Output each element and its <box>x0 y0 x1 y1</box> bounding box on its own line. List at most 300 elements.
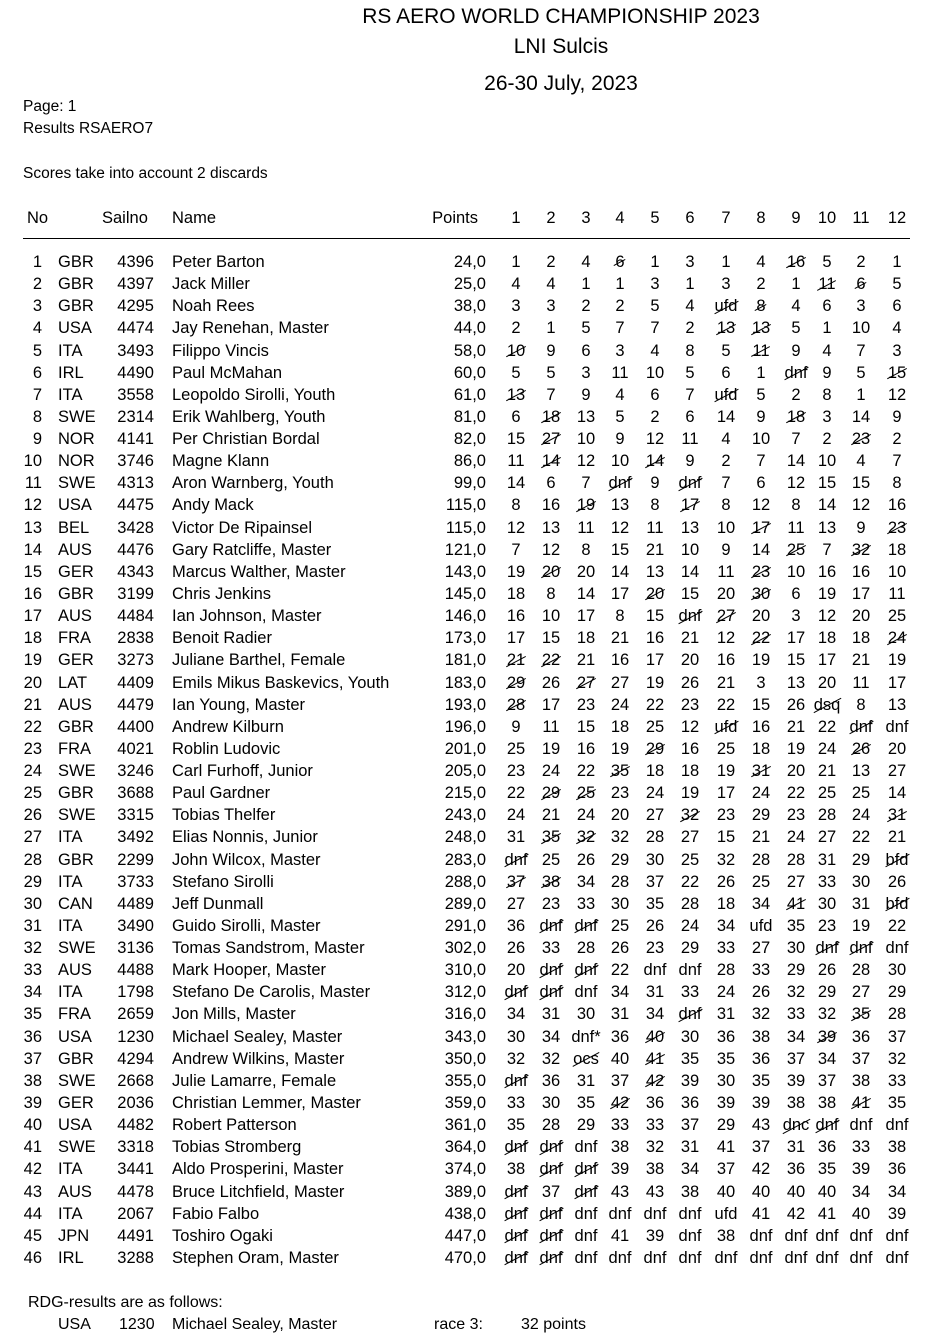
race-score: 16 <box>887 496 907 515</box>
discarded-score: 6 <box>856 275 866 294</box>
rdg-name: Michael Sealey, Master <box>172 1316 338 1333</box>
race-score: 39 <box>786 1071 806 1090</box>
race-score: 15 <box>786 651 806 670</box>
rank-cell: 4 <box>32 319 42 338</box>
race-score: 5 <box>756 385 766 404</box>
nation-cell: SWE <box>58 806 96 825</box>
rank-cell: 19 <box>23 651 42 670</box>
race-score: 36 <box>851 1027 871 1046</box>
rank-cell: 6 <box>32 363 42 382</box>
sailno-cell: 3288 <box>117 1248 154 1267</box>
race-score: 8 <box>892 474 902 493</box>
nation-cell: ITA <box>58 983 83 1002</box>
rank-cell: 34 <box>23 983 42 1002</box>
race-score: 5 <box>511 363 521 382</box>
race-score: 5 <box>721 341 731 360</box>
race-score: dnf <box>608 1248 632 1267</box>
col-header-race-6: 6 <box>685 209 695 227</box>
race-score: 6 <box>892 297 902 316</box>
page-title: RS AERO WORLD CHAMPIONSHIP 2023 <box>362 5 760 28</box>
discarded-score: 20 <box>645 585 665 603</box>
race-score: 14 <box>680 562 700 581</box>
race-score: 11 <box>787 518 805 537</box>
race-score: 28 <box>716 961 736 980</box>
race-score: 11 <box>542 717 560 736</box>
race-score: 15 <box>576 717 596 736</box>
event-dates: 26-30 July, 2023 <box>484 72 638 95</box>
race-score: 24 <box>541 762 561 780</box>
race-score: 37 <box>887 1027 907 1046</box>
race-score: 15 <box>645 607 665 626</box>
rank-cell: 24 <box>23 762 42 780</box>
race-score: 38 <box>751 1027 771 1046</box>
sailno-cell: 4021 <box>117 739 154 758</box>
race-score: 9 <box>856 518 866 537</box>
discarded-score: dnf <box>815 939 839 957</box>
discarded-score: 22 <box>541 651 561 670</box>
points-cell: 115,0 <box>445 518 486 537</box>
race-score: 40 <box>786 1182 806 1201</box>
race-score: 36 <box>680 1093 700 1112</box>
race-score: 12 <box>887 385 907 404</box>
name-cell: Marcus Walther, Master <box>172 562 346 581</box>
race-score: 31 <box>506 828 526 847</box>
name-cell: Jeff Dunmall <box>172 894 264 913</box>
discarded-score: 18 <box>541 407 561 426</box>
rank-cell: 28 <box>23 850 42 869</box>
table-row <box>0 1247 932 1269</box>
race-score-cell <box>875 760 919 782</box>
race-score: 29 <box>751 806 771 825</box>
race-score: 38 <box>506 1160 526 1179</box>
race-score: 33 <box>680 983 700 1002</box>
nation-cell: SWE <box>58 1071 96 1090</box>
sailno-cell: 2299 <box>117 850 154 869</box>
race-score: ufd <box>749 916 773 935</box>
race-score: 18 <box>506 585 526 603</box>
race-score: 37 <box>610 1071 630 1090</box>
race-score: 19 <box>887 651 907 670</box>
race-score: 18 <box>680 762 700 780</box>
race-score: 13 <box>610 496 630 515</box>
race-score: 8 <box>721 496 731 515</box>
race-score: dnf <box>784 1226 808 1245</box>
race-score: 12 <box>786 474 806 493</box>
race-score: 17 <box>541 695 561 714</box>
sailno-cell: 4482 <box>117 1116 154 1135</box>
rank-cell: 1 <box>32 253 42 271</box>
race-score: 21 <box>887 828 907 847</box>
race-score: dnf <box>885 717 909 736</box>
points-cell: 470,0 <box>444 1248 486 1267</box>
race-score-cell <box>875 849 919 871</box>
race-score: 31 <box>851 894 871 913</box>
race-score: 20 <box>576 562 596 581</box>
discarded-score: dnf <box>539 1248 563 1267</box>
race-score: 20 <box>716 585 736 603</box>
sailno-cell: 3136 <box>117 939 154 957</box>
race-score-cell <box>875 362 919 384</box>
race-score: 35 <box>786 916 806 935</box>
race-score-cell <box>875 539 919 561</box>
race-score: 40 <box>851 1204 871 1223</box>
race-score: 39 <box>751 1093 771 1112</box>
discarded-score: 31 <box>887 806 907 825</box>
race-score: 22 <box>716 695 736 714</box>
race-score: 3 <box>511 297 521 316</box>
discarded-score: 38 <box>541 872 561 891</box>
points-cell: 288,0 <box>444 872 486 891</box>
discarded-score: 40 <box>645 1027 665 1046</box>
race-score: 2 <box>756 275 766 294</box>
sailno-cell: 4484 <box>117 607 154 626</box>
race-score: 41 <box>716 1138 736 1157</box>
race-score: 25 <box>645 717 665 736</box>
race-score-cell <box>875 450 919 472</box>
name-cell: Andrew Kilburn <box>172 717 284 736</box>
rank-cell: 20 <box>23 673 42 692</box>
points-cell: 359,0 <box>444 1093 486 1112</box>
race-score: 34 <box>680 1160 700 1179</box>
rank-cell: 13 <box>23 518 42 537</box>
race-score: 31 <box>610 1005 630 1024</box>
race-score: 38 <box>887 1138 907 1157</box>
race-score: 9 <box>581 385 591 404</box>
rdg-nation: USA <box>58 1316 91 1333</box>
discarded-score: dnc <box>782 1116 810 1135</box>
nation-cell: GBR <box>58 585 94 603</box>
race-score-cell <box>875 317 919 339</box>
race-score: 4 <box>856 452 866 471</box>
race-score: 7 <box>856 341 866 360</box>
race-score: 12 <box>817 607 837 626</box>
race-score: 22 <box>817 717 837 736</box>
race-score: 5 <box>581 319 591 338</box>
race-score: 3 <box>892 341 902 360</box>
discarded-score: 42 <box>610 1093 630 1112</box>
race-score: 23 <box>716 806 736 825</box>
race-score: 37 <box>541 1182 561 1201</box>
race-score: 7 <box>511 540 521 559</box>
name-cell: Michael Sealey, Master <box>172 1027 343 1046</box>
race-score: 7 <box>615 319 625 338</box>
points-cell: 243,0 <box>444 806 486 825</box>
race-score: 19 <box>680 784 700 803</box>
table-row <box>0 1114 932 1136</box>
points-cell: 58,0 <box>453 341 486 360</box>
race-score: 34 <box>817 1049 837 1068</box>
race-score: 24 <box>851 806 871 825</box>
race-score: 20 <box>610 806 630 825</box>
race-score: 27 <box>851 983 871 1002</box>
points-cell: 205,0 <box>444 762 486 780</box>
name-cell: Andrew Wilkins, Master <box>172 1049 345 1068</box>
race-score: 29 <box>817 983 837 1002</box>
race-score: 5 <box>822 253 832 271</box>
discarded-score: 31 <box>751 762 771 780</box>
points-cell: 374,0 <box>444 1160 486 1179</box>
race-score: 22 <box>786 784 806 803</box>
nation-cell: GBR <box>58 253 94 271</box>
points-cell: 364,0 <box>444 1138 486 1157</box>
sailno-cell: 3318 <box>117 1138 154 1157</box>
table-row <box>0 672 932 694</box>
race-score: 15 <box>541 629 561 648</box>
table-row <box>0 450 932 472</box>
rank-cell: 23 <box>23 739 42 758</box>
race-score-cell <box>875 1136 919 1158</box>
race-score: 32 <box>645 1138 665 1157</box>
race-score: dnf <box>574 1248 598 1267</box>
race-score-cell <box>875 340 919 362</box>
discarded-score: 17 <box>751 518 771 537</box>
race-score: 1 <box>615 275 625 294</box>
race-score: 28 <box>645 828 665 847</box>
points-cell: 99,0 <box>453 474 486 493</box>
race-score: 13 <box>887 695 907 714</box>
race-score: 17 <box>851 585 871 603</box>
col-header-race-1: 1 <box>511 209 521 227</box>
name-cell: Carl Furhoff, Junior <box>172 762 313 780</box>
sailno-cell: 3490 <box>117 916 154 935</box>
race-score: 21 <box>680 629 700 648</box>
rank-cell: 18 <box>23 629 42 648</box>
race-score: 23 <box>610 784 630 803</box>
race-score: 19 <box>645 673 665 692</box>
table-row <box>0 362 932 384</box>
race-score: 6 <box>650 385 660 404</box>
race-score: 24 <box>576 806 596 825</box>
race-score: 7 <box>685 385 695 404</box>
race-score: 17 <box>716 784 736 803</box>
points-cell: 438,0 <box>444 1204 486 1223</box>
name-cell: Jay Renehan, Master <box>172 319 329 338</box>
race-score: 20 <box>817 673 837 692</box>
table-row <box>0 694 932 716</box>
race-score: 42 <box>751 1160 771 1179</box>
sailno-cell: 4397 <box>117 275 154 294</box>
table-row <box>0 517 932 539</box>
discards-note: Scores take into account 2 discards <box>23 165 268 182</box>
race-score: 24 <box>786 828 806 847</box>
race-score: 38 <box>851 1071 871 1090</box>
race-score: 39 <box>887 1204 907 1223</box>
race-score: 12 <box>680 717 700 736</box>
race-score: 26 <box>576 850 596 869</box>
race-score: 15 <box>716 828 736 847</box>
race-score: dnf <box>849 1248 873 1267</box>
race-score: 12 <box>610 518 630 537</box>
race-score: 27 <box>751 939 771 957</box>
discarded-score: 15 <box>887 363 907 382</box>
race-score: 34 <box>716 916 736 935</box>
discarded-score: dnf <box>504 1138 528 1157</box>
race-score: 20 <box>887 739 907 758</box>
name-cell: Peter Barton <box>172 253 265 271</box>
discarded-score: ocs <box>573 1049 599 1068</box>
race-score: 5 <box>615 407 625 426</box>
nation-cell: BEL <box>58 518 90 537</box>
race-score: 20 <box>751 607 771 626</box>
sailno-cell: 4400 <box>117 717 154 736</box>
rank-cell: 27 <box>23 828 42 847</box>
race-score: 9 <box>546 341 556 360</box>
race-score: 20 <box>786 762 806 780</box>
race-score: dnf <box>749 1226 773 1245</box>
race-score: 8 <box>511 496 521 515</box>
table-row <box>0 494 932 516</box>
name-cell: John Wilcox, Master <box>172 850 321 869</box>
race-score: 3 <box>581 363 591 382</box>
race-score: 8 <box>581 540 591 559</box>
name-cell: Leopoldo Sirolli, Youth <box>172 385 336 404</box>
discarded-score: dnf <box>678 474 702 493</box>
nation-cell: ITA <box>58 872 83 891</box>
race-score: 15 <box>817 474 837 493</box>
sailno-cell: 2067 <box>117 1204 154 1223</box>
race-score: 7 <box>892 452 902 471</box>
race-score-cell <box>875 981 919 1003</box>
race-score: 14 <box>786 452 806 471</box>
discarded-score: dsq <box>813 695 841 714</box>
race-score: 26 <box>887 872 907 891</box>
race-score: 43 <box>645 1182 665 1201</box>
race-score: 11 <box>888 585 906 603</box>
race-score: 3 <box>685 253 695 271</box>
col-header-race-12: 12 <box>887 209 907 227</box>
race-score-cell <box>875 893 919 915</box>
table-row <box>0 406 932 428</box>
race-score: dnf <box>885 1116 909 1135</box>
race-score: 18 <box>817 629 837 648</box>
race-score: 37 <box>645 872 665 891</box>
race-score: 37 <box>786 1049 806 1068</box>
discarded-score: 23 <box>887 518 907 537</box>
race-score: dnf <box>574 1226 598 1245</box>
race-score: 31 <box>817 850 837 869</box>
race-score: 35 <box>716 1049 736 1068</box>
table-row <box>0 1158 932 1180</box>
name-cell: Ian Johnson, Master <box>172 607 322 626</box>
race-score: 32 <box>887 1049 907 1068</box>
race-score: 29 <box>887 983 907 1002</box>
rank-cell: 25 <box>23 784 42 803</box>
race-score: 19 <box>786 739 806 758</box>
nation-cell: NOR <box>58 430 95 448</box>
race-score: 7 <box>822 540 832 559</box>
nation-cell: GBR <box>58 297 94 316</box>
race-score: 30 <box>786 939 806 957</box>
race-score: 40 <box>817 1182 837 1201</box>
discarded-score: 32 <box>851 540 871 559</box>
race-score: 35 <box>645 894 665 913</box>
table-row <box>0 472 932 494</box>
race-score: 19 <box>610 739 630 758</box>
table-row <box>0 1225 932 1247</box>
race-score: 6 <box>822 297 832 316</box>
race-score: 27 <box>610 673 630 692</box>
nation-cell: GBR <box>58 850 94 869</box>
race-score: 36 <box>751 1049 771 1068</box>
race-score: 3 <box>615 341 625 360</box>
race-score: 23 <box>817 916 837 935</box>
points-cell: 82,0 <box>453 430 486 448</box>
race-score: 36 <box>716 1027 736 1046</box>
rank-cell: 32 <box>23 939 42 957</box>
race-score: dnf <box>678 961 702 980</box>
race-score: 33 <box>541 939 561 957</box>
race-score: 17 <box>817 651 837 670</box>
race-score: 14 <box>851 407 871 426</box>
discarded-score: dnf <box>539 1138 563 1157</box>
race-score: 13 <box>817 518 837 537</box>
race-score: 3 <box>546 297 556 316</box>
points-cell: 215,0 <box>444 784 486 803</box>
table-row <box>0 1203 932 1225</box>
race-score: 34 <box>851 1182 871 1201</box>
race-score: 35 <box>506 1116 526 1135</box>
rank-cell: 38 <box>23 1071 42 1090</box>
race-score: 25 <box>851 784 871 803</box>
race-score: 15 <box>751 695 771 714</box>
race-score: 12 <box>751 496 771 515</box>
race-score: 36 <box>610 1027 630 1046</box>
race-score-cell <box>875 1003 919 1025</box>
race-score: 2 <box>511 319 521 338</box>
race-score-cell <box>875 649 919 671</box>
name-cell: Stefano Sirolli <box>172 872 274 891</box>
sailno-cell: 3199 <box>117 585 154 603</box>
race-score: 1 <box>892 253 902 271</box>
race-score: 16 <box>716 651 736 670</box>
race-score: 12 <box>506 518 526 537</box>
race-score: 39 <box>645 1226 665 1245</box>
race-score: 17 <box>610 585 630 603</box>
race-score: 31 <box>786 1138 806 1157</box>
discarded-score: ufd <box>714 717 738 736</box>
nation-cell: USA <box>58 319 92 338</box>
table-row <box>0 1048 932 1070</box>
points-cell: 38,0 <box>453 297 486 316</box>
rank-cell: 2 <box>32 275 42 294</box>
table-row <box>0 273 932 295</box>
race-score: 13 <box>680 518 700 537</box>
race-score: 2 <box>581 297 591 316</box>
points-cell: 60,0 <box>453 363 486 382</box>
table-row <box>0 251 932 273</box>
race-score: dnf <box>643 1204 667 1223</box>
race-score: 23 <box>786 806 806 825</box>
race-score: 6 <box>721 363 731 382</box>
rank-cell: 41 <box>23 1138 42 1157</box>
race-score: 17 <box>645 651 665 670</box>
discarded-score: 32 <box>680 806 700 825</box>
race-score-cell <box>875 959 919 981</box>
race-score: 25 <box>751 872 771 891</box>
table-row <box>0 1026 932 1048</box>
race-score: 26 <box>506 939 526 957</box>
table-row <box>0 317 932 339</box>
name-cell: Toshiro Ogaki <box>172 1226 273 1245</box>
discarded-score: 42 <box>645 1071 665 1090</box>
race-score: 34 <box>887 1182 907 1201</box>
sailno-cell: 4491 <box>117 1226 154 1245</box>
race-score: 4 <box>511 275 521 294</box>
name-cell: Per Christian Bordal <box>172 430 320 448</box>
race-score: 4 <box>581 253 591 271</box>
points-cell: 183,0 <box>444 673 486 692</box>
table-row <box>0 959 932 981</box>
